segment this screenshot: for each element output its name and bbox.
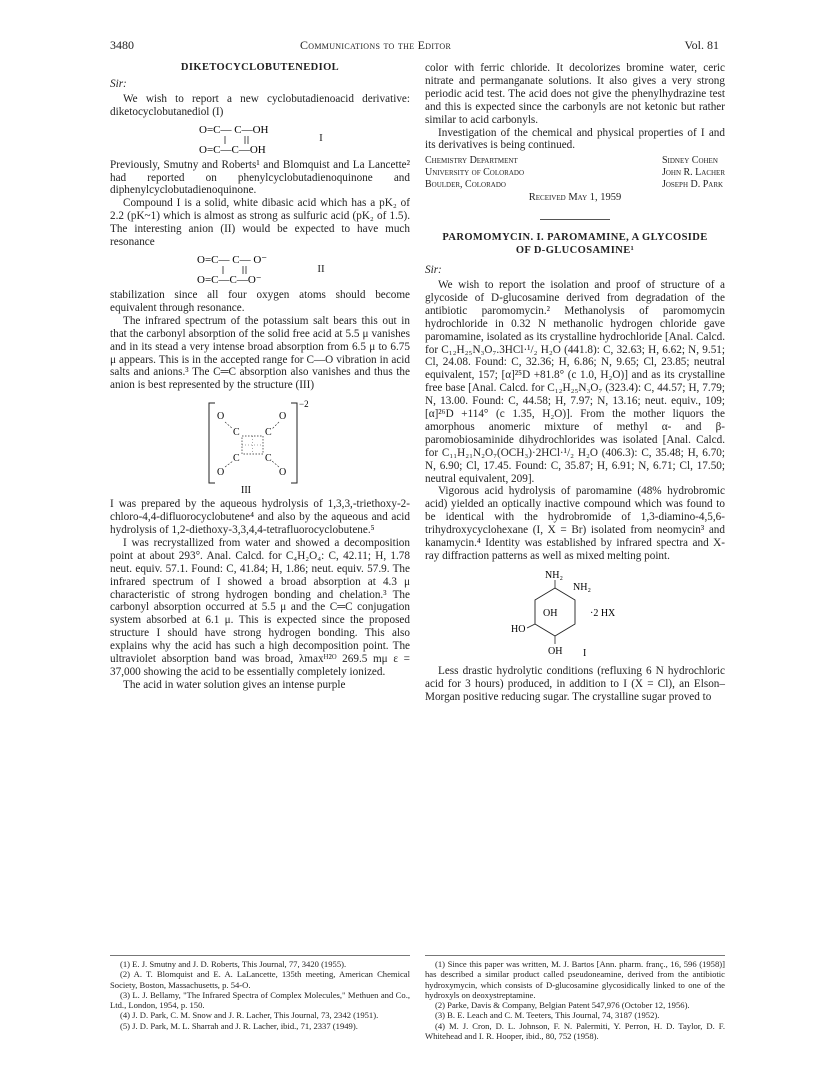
svg-text:C: C (233, 427, 240, 439)
footnote: (1) E. J. Smutny and J. D. Roberts, This Journal, 77, 3420 (1955). (120, 959, 347, 969)
oh-bottom-label: OH (548, 645, 563, 657)
footnote: (2) A. T. Blomquist and E. A. LaLancette, 135th meeting, American Chemical Society, Boston, Massachusetts, p. 54-O. (110, 969, 410, 990)
page-number: 3480 (110, 38, 134, 52)
structure-II-row2: O=C—C—O⁻ (197, 273, 262, 286)
svg-text:C: C (265, 453, 272, 465)
article-title-2-line2: OF D-GLUCOSAMINE¹ (515, 245, 635, 257)
left-column (110, 62, 410, 692)
paragraph-report: We wish to report the isolation and proof of structure of a glycoside of D-glucosamine derived from degradation of the antibiotic paromomycin.² Methanolysis of paromomycin hydrochloride in 0.32 N methanolic hydrogen chloride gave paromamine, isolated as its crystalline hydrochloride [Anal. Calcd. for C₁₂H₂₅N₃O₇.3HCl·¹/₂ H₂O (441.8): C, 32.63; H, 6.62; N, 9.51; Cl, 24.08. Found: C, 32.36; H, 6.86; N, 9.65; Cl, 23.85; neutral equivalent, 157; [α]²⁵D +81.8° (c 1.0, H₂O)] and as its crystalline free base [Anal. Calcd. for C₁₂H₂₅N₃O₇ (323.4): C, 44.57; H, 7.79; N, 13.00. Found: C, 44.58; H, 7.97; N, 13.16; neut. equiv., 109; [α]²⁶D +114° (c 1.35, H₂O)]. From the mother liquors the amorphous anomeric mixture of methyl α- and β-paromobiosaminide dihydrochlorides was isolated [Anal. Calcd. for C₁₁H₂₁N₂O₇(OCH₃)·2HCl·¹/₂ H₂O (406.3): C, 35.48; H, 6.70; N, 6.90; Cl, 17.45. Found: C, 35.87; H, 6.91; N, 6.71; Cl, 17.50; neutral equivalent, 209]. (425, 278, 725, 485)
paragraph-vigorous: Vigorous acid hydrolysis of paromamine (48% hydrobromic acid) yielded an optically inactive compound which was found to be identical with the hydrobromide of 1,3-diamino-4,5,6-trihydroxycyclohexane (I, X = Br) isolated from neomycin³ and kanamycin.⁴ Identity was established by infrared spectra and X-ray diffraction patterns as well as mixed melting point. (425, 485, 725, 562)
paragraph-intro: We wish to report a new cyclobutadienoacid derivative: diketocyclobutanediol (I) (110, 92, 410, 118)
salt-label: ·2 HX (590, 607, 616, 619)
left-footnotes (110, 955, 410, 1031)
received-date: Received May 1, 1959 (528, 192, 622, 204)
structure-cyclohexane (425, 566, 725, 662)
paragraph-investigation: Investigation of the chemical and physical properties of I and its derivatives is being continued. (425, 126, 725, 152)
volume-label: Vol. 81 (684, 38, 719, 52)
author-name: Joseph D. Park (661, 179, 724, 191)
paragraph-recrystallized: I was recrystallized from water and showed a decomposition point at about 293°. Anal. Calcd. for C₄H₂O₄: C, 42.11; H, 1.78 neut. equiv. 57.1. Found: C, 41.84; H, 1.86; neut. equiv. 57.9. The infrared spectrum of I showed a broad absorption at 4.3 μ characteristic of strong hydrogen bonding and chelation.³ The carbonyl absorption occurred at 5.5 μ and the C═C conjugation system absorbed at 6.1 μ. This is expected since the proposed structure I should have strong hydrogen bonding. This also explains why the acid has such a high decomposition point. The ultraviolet absorption band was broad, λmaxᴴ²ᴼ 269.5 mμ ε = 37,000 showing the acid to be essentially completely ionized. (110, 536, 410, 678)
paragraph-stabilization: stabilization since all four oxygen atoms should become equivalent through resonance. (110, 288, 410, 314)
footnote: (2) Parke, Davis & Company, Belgian Patent 547,976 (October 12, 1956). (435, 1000, 690, 1011)
signature-block (425, 155, 725, 191)
right-footnotes (425, 955, 725, 1041)
footnote: (4) J. D. Park, C. M. Snow and J. R. Lacher, This Journal, 73, 2342 (1951). (120, 1010, 379, 1021)
right-column (425, 62, 725, 704)
affiliation-line: Chemistry Department (425, 155, 518, 167)
ho-left-label: HO (511, 623, 526, 635)
structure-II-drawing (195, 252, 305, 286)
article-title: DIKETOCYCLOBUTENEDIOL (180, 62, 340, 73)
paragraph-infrared: The infrared spectrum of the potassium salt bears this out in that the carbonyl absorption of the solid free acid at 5.5 μ vanishes and in its stead a very intense broad absorption from 6.5 μ to 6.75 μ appears. This is in the accepted range for C—O vibration in acid salts and anions.³ The C═C absorption also vanishes and thus the anion is best represented by the structure (III) (110, 314, 410, 392)
structure-I (110, 122, 410, 156)
article-title-2-line1: PAROMOMYCIN. I. PAROMAMINE, A GLYCOSIDE (442, 232, 708, 244)
structure-III-label: III (241, 485, 251, 496)
affiliation-line: Boulder, Colorado (425, 179, 506, 191)
running-title: Communications to the Editor (300, 38, 452, 52)
paragraph-acid: The acid in water solution gives an intense purple (123, 678, 346, 691)
paragraph-less-drastic: Less drastic hydrolytic conditions (refluxing 6 N hydrochloric acid for 3 hours) produced, in addition to I (X = Cl), an Elson–Morgan positive reducing sugar. The crystalline sugar proved to (425, 664, 725, 703)
structure-I-label: I (319, 132, 323, 145)
affiliation-line: University of Colorado (425, 167, 525, 179)
structure-II-row1: O=C— C— O⁻ (197, 253, 268, 266)
paragraph-previously: Previously, Smutny and Roberts¹ and Blomquist and La Lancette² had reported on phenylcyclobutadienoquinone and diphenylcyclobutadienoquinone. (110, 158, 410, 197)
svg-text:O: O (217, 411, 225, 423)
footnote: (5) J. D. Park, M. L. Sharrah and J. R. Lacher, ibid., 71, 2337 (1949). (120, 1020, 358, 1031)
nh2-right-label: NH₂ (573, 581, 591, 593)
footnote: (3) L. J. Bellamy, "The Infrared Spectra of Complex Molecules," Methuen and Co., Ltd., London, 1954, p. 150. (110, 989, 410, 1011)
salutation-2: Sir: (425, 264, 442, 277)
paragraph-compound: Compound I is a solid, white dibasic acid which has a pK₂ of 2.2 (pK~1) which is almost as strong as sulfuric acid (pK₂ of 1.5). The interesting anion (II) would be expected to have much resonance (110, 197, 410, 249)
structure-II-label: II (317, 262, 325, 275)
structure-III-drawing (195, 395, 325, 495)
footnote: (4) M. J. Cron, D. L. Johnson, F. N. Palermiti, Y. Perron, H. D. Taylor, D. F. Whitehead and I. R. Hooper, ibid., 80, 752 (1958). (425, 1020, 725, 1042)
article-separator (540, 219, 610, 220)
svg-text:O: O (217, 467, 225, 479)
structure-I-drawing (197, 122, 307, 156)
author-name: John R. Lacher (661, 167, 725, 179)
structure-label: I (583, 647, 587, 659)
paragraph-prepared: I was prepared by the aqueous hydrolysis of 1,3,3,-triethoxy-2-chloro-4,4-difluorocyclobutene⁴ and also by the aqueous and acid hydrolysis of 1,2-diethoxy-3,3,4,4-tetrafluorocyclobutene.⁵ (110, 498, 410, 537)
structure-I-row2: O=C—C—OH (199, 143, 266, 156)
svg-text:O: O (279, 467, 287, 479)
structure-I-row1: O=C— C—OH (199, 123, 269, 136)
paragraph-continued: color with ferric chloride. It decolorizes bromine water, ceric nitrate and permanganate solutions. It also gives a very strong periodic acid test. The acid does not give the phenylhydrazine test and this is expected since the carbonyls are not ketonic but rather similar to acid carbonyls. (425, 62, 725, 126)
svg-text:C: C (265, 427, 272, 439)
author-name: Sidney Cohen (661, 155, 718, 167)
footnote: (1) Since this paper was written, M. J. Bartos [Ann. pharm. franç., 16, 596 (1958)] has described a similar product called pseudoneamine, derived from the antibiotic hydroxymycin, which consists of D-glucosamine glycosidically linked to one of the hydroxyls on deoxystreptamine. (425, 959, 725, 1000)
oh-center-label: OH (543, 607, 558, 619)
salutation: Sir: (110, 77, 127, 90)
svg-text:O: O (279, 411, 287, 423)
structure-III (110, 395, 410, 495)
structure-II (110, 252, 410, 286)
nh2-top-label: NH₂ (545, 569, 563, 581)
structure-III-charge: −2 (299, 399, 309, 410)
svg-text:C: C (233, 453, 240, 465)
footnote: (3) B. E. Leach and C. M. Teeters, This Journal, 74, 3187 (1952). (435, 1010, 660, 1021)
cyclohexane-drawing (495, 566, 655, 662)
